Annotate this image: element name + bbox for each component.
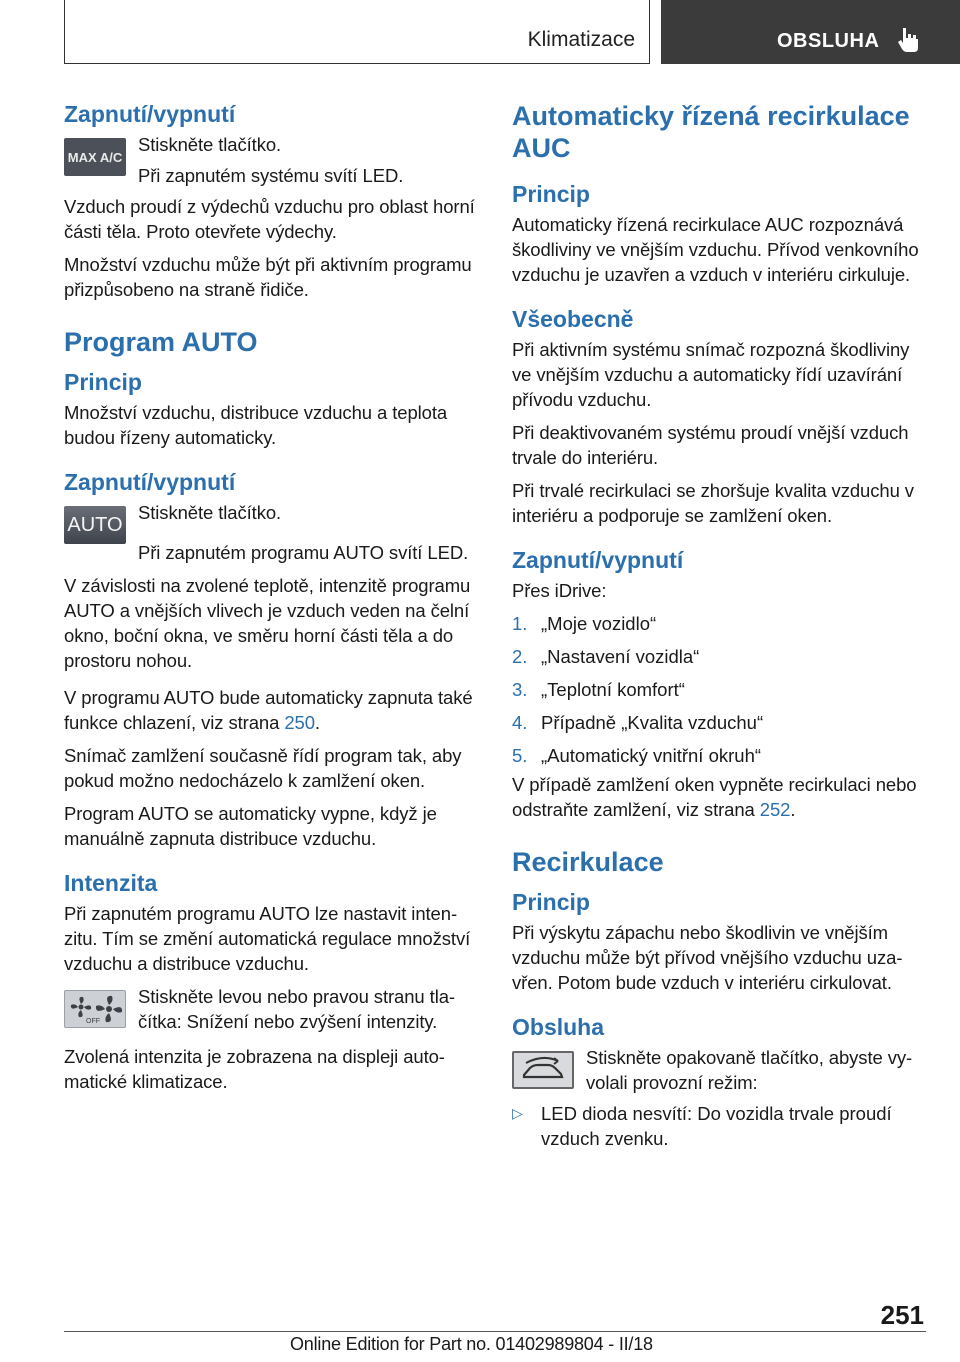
fan-icon: [66, 992, 124, 1026]
intensity-button-row: [64, 984, 478, 1040]
page-link-252[interactable]: 252: [759, 799, 791, 820]
section-heading: Princip: [64, 369, 142, 395]
max-ac-button-image: [64, 138, 126, 176]
section-heading: Všeobecně: [512, 306, 634, 332]
mode-list: [512, 1101, 926, 1151]
auto-instructions: [138, 500, 281, 531]
list-item: 4. Případně „Kvalita vzduchu“: [512, 712, 764, 733]
header-section-box: [64, 0, 650, 64]
section-heading: Princip: [512, 181, 590, 207]
list-item: 3. „Teplotní komfort“: [512, 679, 685, 700]
section-heading: Zapnutí/vypnutí: [64, 101, 236, 127]
instruction-text: Stiskněte levou nebo pravou stranu tlačítka: Snížení nebo zvýšení intenzity.: [138, 986, 456, 1032]
paragraph: V případě zamlžení oken vypněte recirkulaci nebo odstraňte zamlžení, viz strana 252.: [512, 774, 917, 820]
paragraph: Množství vzduchu, distribuce vzduchu a teplota budou řízeny automaticky.: [64, 402, 448, 448]
paragraph: Při aktivním systému snímač rozpozná škodliviny ve vnějším vzduchu a automaticky řídí uzavírání přívodu vzduchu.: [512, 339, 910, 410]
auto-button-row: [64, 500, 478, 544]
list-item: ▷ LED dioda nesvítí: Do vozidla trvale proudí vzduch zvenku.: [512, 1103, 892, 1149]
chapter-heading: Automaticky řízená recirkulace AUC: [512, 101, 910, 163]
max-ac-button-row: [64, 132, 478, 194]
recirculation-button-image: [512, 1051, 574, 1089]
header-chapter-label: OBSLUHA: [777, 30, 880, 52]
section-heading: Obsluha: [512, 1014, 605, 1040]
instruction-text: Stiskněte tlačítko.: [138, 502, 282, 523]
triangle-bullet-icon: ▷: [512, 1105, 523, 1121]
recirculation-car-icon: [516, 1055, 570, 1085]
instruction-text: Při zapnutém systému svítí LED.: [138, 165, 404, 186]
paragraph: Při deaktivovaném systému proudí vnější vzduch trvale do interiéru.: [512, 422, 909, 468]
right-column: [512, 100, 926, 1159]
section-heading: Zapnutí/vypnutí: [512, 547, 684, 573]
left-column: [64, 100, 478, 1102]
page-header: [0, 0, 960, 66]
header-chapter-tab: [661, 0, 960, 64]
page-link-250[interactable]: 250: [284, 712, 315, 733]
edition-note: Online Edition for Part no. 01402989804 - II/18: [290, 1334, 653, 1354]
instruction-text: Stiskněte opakovaně tlačítko, abyste vyvolali provozní režim:: [586, 1047, 913, 1093]
chapter-heading: Program AUTO: [64, 327, 258, 357]
paragraph: V závislosti na zvolené teplotě, intenzitě programu AUTO a vnějších vlivech je vzduch veden na čelní okno, boční okna, ve směru horní části těla a do prostoru nohou.: [64, 575, 471, 671]
list-item: 2. „Nastavení vozidla“: [512, 646, 700, 667]
header-section-title: Klimatizace: [527, 28, 635, 51]
paragraph: Při výskytu zápachu nebo škodlivin ve vnějším vzduchu může být přívod vnějšího vzduchu uzavřen. Potom bude vzduch v interiéru cirkulovat.: [512, 922, 903, 993]
paragraph: Vzduch proudí z výdechů vzduchu pro oblast horní části těla. Proto otevřete výdechy.: [64, 196, 475, 242]
chapter-heading: Recirkulace: [512, 847, 664, 877]
idrive-steps-list: [512, 611, 926, 768]
recirculation-button-row: [512, 1045, 926, 1101]
max-ac-instructions: [138, 132, 403, 194]
auto-label: AUTO: [67, 513, 123, 536]
paragraph: Při zapnutém programu AUTO svítí LED.: [138, 542, 469, 563]
intensity-instructions: [138, 984, 478, 1040]
paragraph: Při trvalé recirkulaci se zhoršuje kvalita vzduchu v interiéru a podporuje se zamlžení oken.: [512, 480, 914, 526]
paragraph: V programu AUTO bude automaticky zapnuta také funkce chlazení, viz strana 250.: [64, 687, 473, 733]
paragraph: Automaticky řízená recirkulace AUC rozpoznává škodliviny ve vnějším vzduchu. Přívod venkovního vzduchu je uzavřen a vzduch v interiéru cirkuluje.: [512, 214, 919, 285]
paragraph: Snímač zamlžení současně řídí program tak, aby pokud možno nedocházelo k zamlžení oken.: [64, 745, 462, 791]
off-label: OFF: [86, 1018, 100, 1025]
list-item: 1. „Moje vozidlo“: [512, 613, 657, 634]
paragraph: Přes iDrive:: [512, 580, 607, 601]
paragraph: Zvolená intenzita je zobrazena na displeji automatické klimatizace.: [64, 1046, 445, 1092]
paragraph: Program AUTO se automaticky vypne, když je manuálně zapnuta distribuce vzduchu.: [64, 803, 437, 849]
paragraph: Při zapnutém programu AUTO lze nastavit intenzitu. Tím se změní automatická regulace množství vzduchu a distribuce vzduchu.: [64, 903, 471, 974]
max-ac-label: MAX A/C: [67, 149, 123, 165]
page-number: 251: [880, 1300, 924, 1330]
list-item: 5. „Automatický vnitřní okruh“: [512, 745, 762, 766]
hand-pointer-icon: [894, 24, 924, 54]
section-heading: Princip: [512, 889, 590, 915]
auto-button-image: [64, 506, 126, 544]
recirculation-instructions: [586, 1045, 926, 1101]
section-heading: Intenzita: [64, 870, 158, 896]
footer-divider: [64, 1331, 926, 1332]
instruction-text: Stiskněte tlačítko.: [138, 134, 282, 155]
intensity-button-image: [64, 990, 126, 1028]
paragraph: Množství vzduchu může být při aktivním programu přizpůsobeno na straně řidiče.: [64, 254, 472, 300]
section-heading: Zapnutí/vypnutí: [64, 469, 236, 495]
